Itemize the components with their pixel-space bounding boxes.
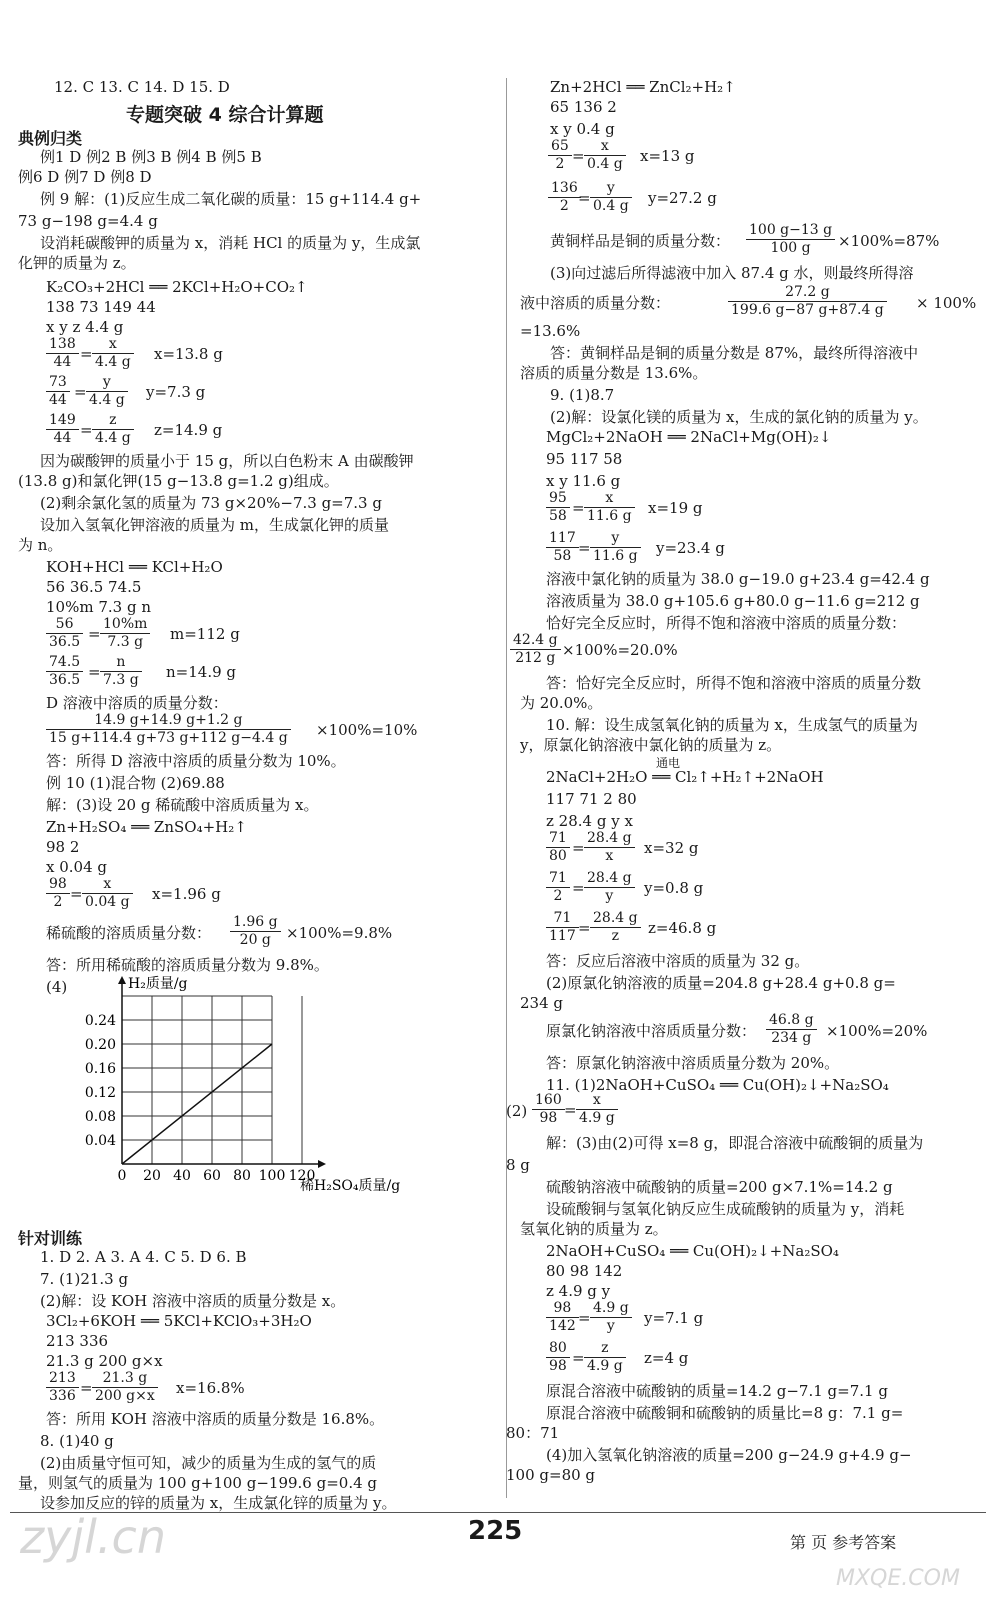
text-line: =13.6%: [520, 322, 581, 340]
column-divider: [506, 78, 507, 1498]
fraction: $\frac{x}{11.6 g}$: [584, 490, 635, 525]
text-line: 黄铜样品是铜的质量分数：: [550, 232, 731, 250]
result: x=16.8%: [176, 1379, 245, 1397]
text-line: 硫酸钠溶液中硫酸钠的质量=200 g×7.1%=14.2 g: [546, 1178, 893, 1196]
text-line: (2)原氯化钠溶液的质量=204.8 g+28.4 g+0.8 g=: [546, 974, 896, 992]
y-axis-arrow: [118, 976, 126, 984]
fraction: $\frac{100 g-13 g}{100 g}$: [746, 222, 835, 257]
equation-unknowns: x y z 4.4 g: [46, 318, 124, 336]
fraction: $\frac{80}{98}$: [546, 1340, 570, 1375]
text-line: (2): [506, 1102, 528, 1120]
y-tick-label: 0.20: [84, 1037, 116, 1053]
fraction: $\frac{71}{2}$: [546, 870, 570, 905]
fraction: $\frac{46.8 g}{234 g}$: [766, 1012, 817, 1047]
fraction: $\frac{x}{0.04 g}$: [82, 876, 133, 911]
chart-ticks: [85, 1013, 316, 1184]
text-line: 11. (1)2NaOH+CuSO₄ ══ Cu(OH)₂↓+Na₂SO₄: [546, 1076, 889, 1094]
text-line: 设消耗碳酸钾的质量为 x，消耗 HCl 的质量为 y，生成氯: [40, 234, 421, 252]
equation-coefficients: 56 36.5 74.5: [46, 578, 142, 596]
equation-coefficients: 138 73 149 44: [46, 298, 156, 316]
result: z=14.9 g: [154, 421, 223, 439]
fraction: $\frac{4.9 g}{y}$: [590, 1300, 632, 1335]
section-title: 专题突破 4 综合计算题: [126, 104, 324, 126]
text-line: D 溶液中溶质的质量分数：: [46, 694, 228, 712]
result: z=46.8 g: [648, 919, 717, 937]
fraction: $\frac{n}{7.3 g}$: [100, 654, 142, 689]
x-tick-label: 40: [173, 1168, 191, 1184]
equation-coefficients: 213 336: [46, 1332, 109, 1350]
text-line: 设参加反应的锌的质量为 x，生成氯化锌的质量为 y。: [40, 1494, 397, 1512]
text-line: 234 g: [520, 994, 564, 1012]
text-line: 答：恰好完全反应时，所得不饱和溶液中溶质的质量分数: [546, 674, 922, 692]
text-line: y，原氯化钠溶液中氯化钠的质量为 z。: [520, 736, 782, 754]
fraction: $\frac{28.4 g}{y}$: [584, 870, 635, 905]
chart-axes: [118, 976, 326, 1168]
fraction: $\frac{1.96 g}{20 g}$: [230, 914, 281, 949]
equation-coefficients: 98 2: [46, 838, 80, 856]
fraction: $\frac{z}{4.4 g}$: [92, 412, 134, 447]
text-line: 设硫酸铜与氢氧化钠反应生成硫酸钠的质量为 y，消耗: [546, 1200, 905, 1218]
text-line: (13.8 g)和氯化钾(15 g−13.8 g=1.2 g)组成。: [18, 472, 339, 490]
y-axis-label: H₂质量/g: [128, 976, 188, 992]
equation-unknowns: x 0.04 g: [46, 858, 107, 876]
answer-line: 12. C 13. C 14. D 15. D: [54, 78, 230, 96]
text-line: 量，则氢气的质量为 100 g+100 g−199.6 g=0.4 g: [18, 1474, 378, 1492]
answer-line: 例6 D 例7 D 例8 D: [18, 168, 152, 186]
text-line: (4): [46, 978, 68, 996]
chemical-equation: KOH+HCl ══ KCl+H₂O: [46, 558, 223, 576]
fraction: $\frac{56}{36.5}$: [46, 616, 83, 651]
equation-unknowns: z 28.4 g y x: [546, 812, 633, 830]
result: y=7.3 g: [146, 383, 206, 401]
text-line: 73 g−198 g=4.4 g: [18, 212, 158, 230]
answer-line: 1. D 2. A 3. A 4. C 5. D 6. B: [40, 1248, 247, 1266]
text-line: 答：黄铜样品是铜的质量分数是 87%，最终所得溶液中: [550, 344, 919, 362]
answer-line: 例1 D 例2 B 例3 B 例4 B 例5 B: [40, 148, 262, 166]
subsection-heading: 典例归类: [18, 129, 83, 148]
chemical-equation: 3Cl₂+6KOH ══ 5KCl+KClO₃+3H₂O: [46, 1312, 312, 1330]
result: z=4 g: [644, 1349, 689, 1367]
fraction: $\frac{x}{0.4 g}$: [584, 138, 626, 173]
subsection-heading: 针对训练: [18, 1229, 83, 1248]
x-tick-label: 0: [117, 1168, 127, 1184]
text-line: 溶质的质量分数是 13.6%。: [520, 364, 708, 382]
result: x=13.8 g: [154, 345, 223, 363]
data-line: [122, 1044, 272, 1164]
fraction: $\frac{z}{4.9 g}$: [584, 1340, 626, 1375]
text-line: 氢氧化钠的质量为 z。: [520, 1220, 668, 1238]
text-line: 7. (1)21.3 g: [40, 1270, 129, 1288]
fraction: $\frac{14.9 g+14.9 g+1.2 g}{15 g+114.4 g+73 g+112 g-4.4 g}$: [46, 712, 291, 747]
fraction: $\frac{21.3 g}{200 g\times x}$: [92, 1370, 158, 1405]
text-line: 原混合溶液中硫酸钠的质量=14.2 g−7.1 g=7.1 g: [546, 1382, 888, 1400]
result: x=32 g: [644, 839, 699, 857]
result: ×100%=87%: [838, 232, 940, 250]
result: m=112 g: [170, 625, 240, 643]
chemical-equation: MgCl₂+2NaOH ══ 2NaCl+Mg(OH)₂↓: [546, 428, 832, 446]
result: ×100%=20%: [826, 1022, 928, 1040]
equation-coefficients: 65 136 2: [550, 98, 617, 116]
result: n=14.9 g: [166, 663, 236, 681]
text-line: 8 g: [506, 1156, 530, 1174]
h2-mass-chart: [48, 974, 401, 1194]
fraction: $\frac{149}{44}$: [46, 412, 79, 447]
chemical-equation: K₂CO₃+2HCl ══ 2KCl+H₂O+CO₂↑: [46, 278, 308, 296]
equation-unknowns: 10%m 7.3 g n: [46, 598, 151, 616]
text-line: (2)解：设 KOH 溶液中溶质的质量分数是 x。: [40, 1292, 346, 1310]
text-line: 答：所得 D 溶液中溶质的质量分数为 10%。: [46, 752, 346, 770]
text-line: 稀硫酸的溶质质量分数：: [46, 924, 212, 942]
fraction: $\frac{138}{44}$: [46, 336, 79, 371]
text-line: 为 20.0%。: [520, 694, 603, 712]
fraction: $\frac{10\%m}{7.3 g}$: [100, 616, 150, 651]
chemical-equation: 2NaCl+2H₂O ══ Cl₂↑+H₂↑+2NaOH: [546, 768, 824, 786]
fraction: $\frac{117}{58}$: [546, 530, 579, 565]
fraction: $\frac{65}{2}$: [548, 138, 572, 173]
text-line: 液中溶质的质量分数：: [520, 294, 671, 312]
text-line: 例 10 (1)混合物 (2)69.88: [46, 774, 225, 792]
x-axis-label: 稀H₂SO₄质量/g: [300, 1178, 401, 1194]
watermark-logo: MXQE.COM: [836, 1566, 960, 1591]
page-number: 225: [468, 1516, 523, 1546]
fraction: $\frac{73}{44}$: [46, 374, 70, 409]
fraction: $\frac{95}{58}$: [546, 490, 570, 525]
fraction: $\frac{160}{98}$: [532, 1092, 565, 1127]
result: x=19 g: [648, 499, 703, 517]
watermark-logo: zyjl.cn: [20, 1510, 166, 1564]
text-line: (4)加入氢氧化钠溶液的质量=200 g−24.9 g+4.9 g−: [546, 1446, 912, 1464]
footer-label: 第 页 参考答案: [790, 1533, 897, 1552]
text-line: (3)向过滤后所得滤液中加入 87.4 g 水，则最终所得溶: [550, 264, 914, 282]
equation-unknowns: x y 11.6 g: [546, 472, 621, 490]
equation-coefficients: 80 98 142: [546, 1262, 623, 1280]
text-line: 解：(3)由(2)可得 x=8 g，即混合溶液中硫酸铜的质量为: [546, 1134, 924, 1152]
chart-series: [122, 1044, 272, 1164]
text-line: 答：原氯化钠溶液中溶质质量分数为 20%。: [546, 1054, 840, 1072]
equation-unknowns: z 4.9 g y: [546, 1282, 611, 1300]
result: y=0.8 g: [644, 879, 704, 897]
text-line: 设加入氢氧化钾溶液的质量为 m，生成氯化钾的质量: [40, 516, 389, 534]
text-line: (2)剩余氯化氢的质量为 73 g×20%−7.3 g=7.3 g: [40, 494, 382, 512]
equation-coefficients: 117 71 2 80: [546, 790, 637, 808]
text-line: 例 9 解：(1)反应生成二氧化碳的质量：15 g+114.4 g+: [40, 190, 422, 208]
text-line: 答：所用 KOH 溶液中溶质的质量分数是 16.8%。: [46, 1410, 385, 1428]
text-line: 因为碳酸钾的质量小于 15 g，所以白色粉末 A 由碳酸钾: [40, 452, 414, 470]
y-tick-label: 0.08: [84, 1109, 116, 1125]
text-line: 溶液中氯化钠的质量为 38.0 g−19.0 g+23.4 g=42.4 g: [546, 570, 930, 588]
fraction: $\frac{x}{4.9 g}$: [576, 1092, 618, 1127]
x-tick-label: 120: [288, 1168, 316, 1184]
chemical-equation: Zn+H₂SO₄ ══ ZnSO₄+H₂↑: [46, 818, 247, 836]
x-tick-label: 80: [233, 1168, 251, 1184]
y-tick-label: 0.12: [84, 1085, 116, 1101]
equation-unknowns: 21.3 g 200 g×x: [46, 1352, 163, 1370]
equation-unknowns: x y 0.4 g: [550, 120, 615, 138]
result: y=27.2 g: [648, 189, 717, 207]
x-tick-label: 100: [258, 1168, 286, 1184]
text-line: 原氯化钠溶液中溶质质量分数：: [546, 1022, 757, 1040]
chart-grid: [122, 996, 302, 1164]
fraction: $\frac{27.2 g}{199.6 g-87 g+87.4 g}$: [728, 284, 887, 319]
result: ×100%=20.0%: [562, 641, 678, 659]
result: y=23.4 g: [656, 539, 725, 557]
result: ×100%=10%: [316, 721, 418, 739]
y-tick-label: 0.16: [84, 1061, 116, 1077]
result: ×100%=9.8%: [286, 924, 393, 942]
text-line: 化钾的质量为 z。: [18, 254, 136, 272]
text-line: 9. (1)8.7: [550, 386, 615, 404]
text-line: 溶液质量为 38.0 g+105.6 g+80.0 g−11.6 g=212 g: [546, 592, 920, 610]
text-line: 解：(3)设 20 g 稀硫酸中溶质质量为 x。: [46, 796, 319, 814]
fraction: $\frac{98}{142}$: [546, 1300, 579, 1335]
text-line: 100 g=80 g: [506, 1466, 596, 1484]
text-line: 答：所用稀硫酸的溶质质量分数为 9.8%。: [46, 956, 329, 974]
fraction: $\frac{y}{11.6 g}$: [590, 530, 641, 565]
text-line: (2)解：设氯化镁的质量为 x，生成的氯化钠的质量为 y。: [550, 408, 928, 426]
fraction: $\frac{71}{117}$: [546, 910, 579, 945]
equation-coefficients: 95 117 58: [546, 450, 623, 468]
result: x=13 g: [640, 147, 695, 165]
x-tick-label: 20: [143, 1168, 161, 1184]
text-line: 恰好完全反应时，所得不饱和溶液中溶质的质量分数：: [546, 614, 907, 632]
chemical-equation: Zn+2HCl ══ ZnCl₂+H₂↑: [550, 78, 736, 96]
text-line: 10. 解：设生成氢氧化钠的质量为 x，生成氢气的质量为: [546, 716, 918, 734]
text-line: 原混合溶液中硫酸铜和硫酸钠的质量比=8 g：7.1 g=: [546, 1404, 904, 1422]
fraction: $\frac{74.5}{36.5}$: [46, 654, 83, 689]
text-line: (2)由质量守恒可知，减少的质量为生成的氢气的质: [40, 1454, 377, 1472]
result: y=7.1 g: [644, 1309, 704, 1327]
x-tick-label: 60: [203, 1168, 221, 1184]
text-line: 为 n。: [18, 536, 63, 554]
fraction: $\frac{y}{4.4 g}$: [86, 374, 128, 409]
result: x=1.96 g: [152, 885, 221, 903]
fraction: $\frac{y}{0.4 g}$: [590, 180, 632, 215]
y-tick-label: 0.04: [84, 1133, 116, 1149]
text-line: 80：71: [506, 1424, 560, 1442]
result: × 100%: [916, 294, 977, 312]
text-line: 8. (1)40 g: [40, 1432, 114, 1450]
fraction: $\frac{136}{2}$: [548, 180, 581, 215]
chemical-equation: 2NaOH+CuSO₄ ══ Cu(OH)₂↓+Na₂SO₄: [546, 1242, 839, 1260]
fraction: $\frac{71}{80}$: [546, 830, 570, 865]
fraction: $\frac{42.4 g}{212 g}$: [510, 632, 561, 667]
fraction: $\frac{213}{336}$: [46, 1370, 79, 1405]
reaction-condition: 通电: [656, 756, 681, 770]
fraction: $\frac{28.4 g}{z}$: [590, 910, 641, 945]
fraction: $\frac{98}{2}$: [46, 876, 70, 911]
fraction: $\frac{x}{4.4 g}$: [92, 336, 134, 371]
fraction: $\frac{28.4 g}{x}$: [584, 830, 635, 865]
text-line: 答：反应后溶液中溶质的质量为 32 g。: [546, 952, 810, 970]
x-axis-arrow: [318, 1160, 326, 1168]
y-tick-label: 0.24: [84, 1013, 116, 1029]
